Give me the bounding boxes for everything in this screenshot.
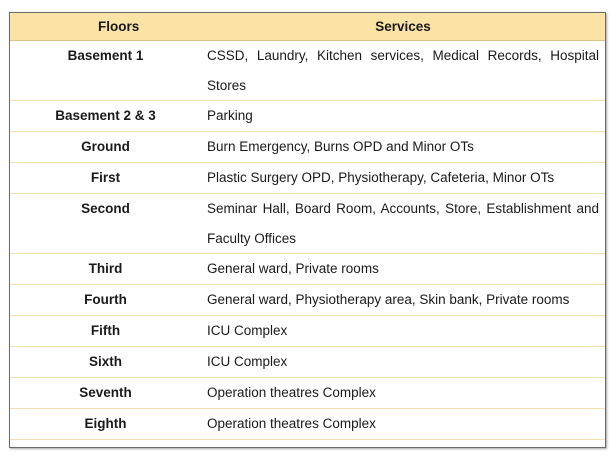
floor-cell: Basement 1 bbox=[10, 41, 201, 101]
services-cell: Plastic Surgery OPD, Physiotherapy, Cafeteria, Minor OTs bbox=[201, 163, 605, 194]
table-row bbox=[10, 409, 605, 440]
floor-cell: Third bbox=[10, 254, 201, 285]
services-cell: ICU Complex bbox=[201, 347, 605, 378]
floor-cell: First bbox=[10, 163, 201, 194]
table-body bbox=[10, 41, 605, 440]
floor-cell: Basement 2 & 3 bbox=[10, 101, 201, 132]
table-header bbox=[10, 13, 605, 41]
floor-cell: Fourth bbox=[10, 285, 201, 316]
floors-column-header: Floors bbox=[10, 13, 201, 41]
services-cell: Operation theatres Complex bbox=[201, 378, 605, 409]
table-row bbox=[10, 254, 605, 285]
table-row bbox=[10, 41, 605, 101]
services-cell: Operation theatres Complex bbox=[201, 409, 605, 440]
floor-cell: Sixth bbox=[10, 347, 201, 378]
floor-cell: Eighth bbox=[10, 409, 201, 440]
services-cell: General ward, Physiotherapy area, Skin bank, Private rooms bbox=[201, 285, 605, 316]
table-row bbox=[10, 163, 605, 194]
table-row bbox=[10, 285, 605, 316]
table-row bbox=[10, 316, 605, 347]
services-column-header: Services bbox=[201, 13, 605, 41]
services-cell: Parking bbox=[201, 101, 605, 132]
floor-services-table bbox=[10, 13, 605, 440]
table-row bbox=[10, 101, 605, 132]
table-row bbox=[10, 378, 605, 409]
services-cell: CSSD, Laundry, Kitchen services, Medical Records, Hospital Stores bbox=[201, 41, 605, 101]
services-cell: ICU Complex bbox=[201, 316, 605, 347]
table-row bbox=[10, 194, 605, 254]
services-cell: General ward, Private rooms bbox=[201, 254, 605, 285]
floor-cell: Fifth bbox=[10, 316, 201, 347]
table-row bbox=[10, 347, 605, 378]
floor-cell: Second bbox=[10, 194, 201, 254]
floor-services-table-frame bbox=[9, 12, 606, 448]
header-row bbox=[10, 13, 605, 41]
floor-cell: Seventh bbox=[10, 378, 201, 409]
services-cell: Seminar Hall, Board Room, Accounts, Store, Establishment and Faculty Offices bbox=[201, 194, 605, 254]
floor-cell: Ground bbox=[10, 132, 201, 163]
table-row bbox=[10, 132, 605, 163]
services-cell: Burn Emergency, Burns OPD and Minor OTs bbox=[201, 132, 605, 163]
